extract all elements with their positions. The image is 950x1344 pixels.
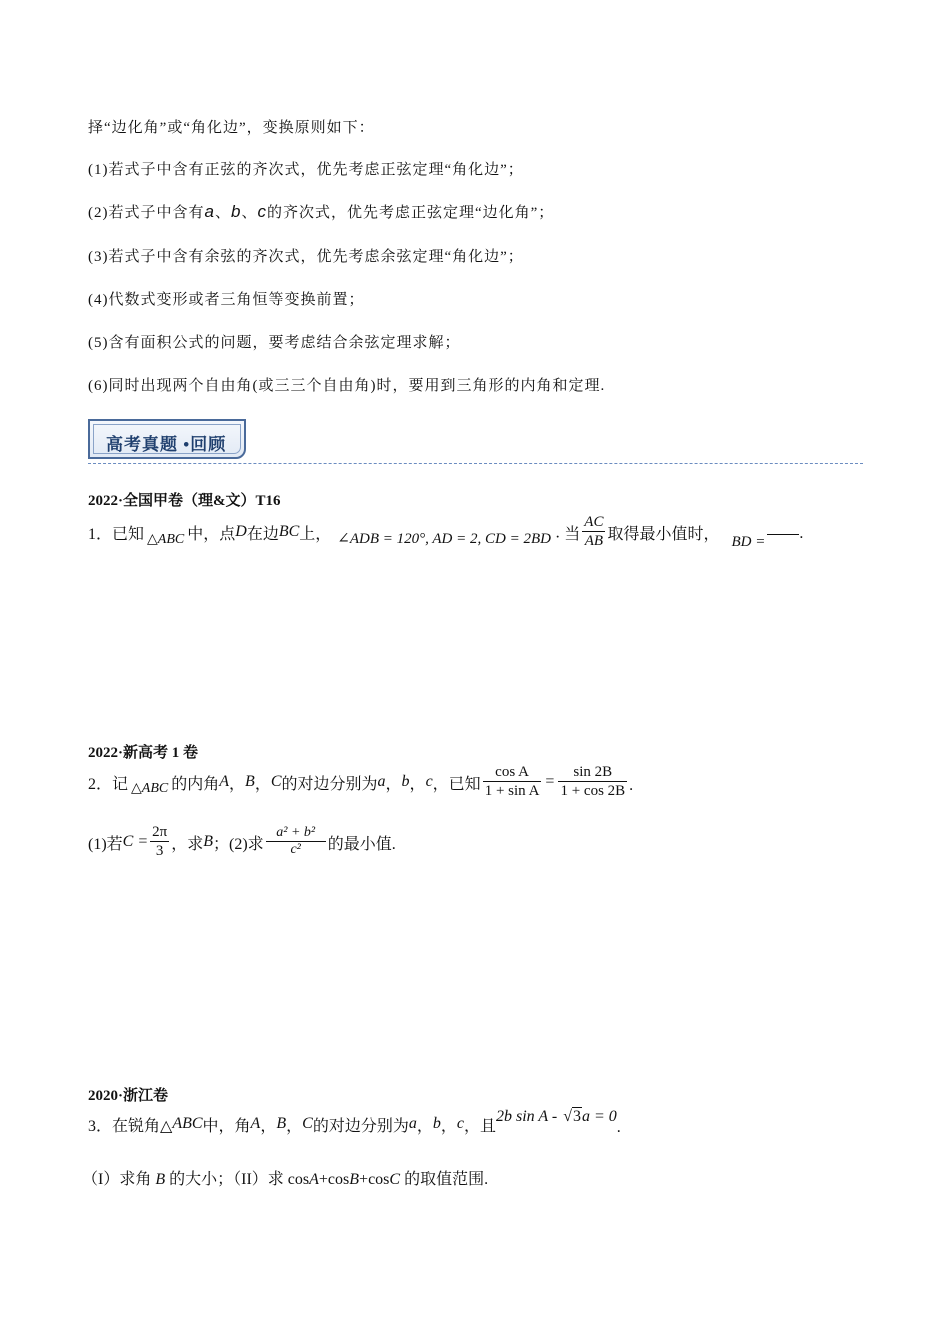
q2-a: a	[377, 773, 386, 790]
q1-dot: ·	[554, 529, 561, 546]
comma: ，	[385, 775, 402, 793]
q3-eq-lhs: 2b sin A -	[495, 1107, 562, 1125]
rule-2-tail: 的齐次式，优先考虑正弦定理“边化角”；	[266, 205, 555, 221]
q3-text	[88, 1104, 621, 1144]
var-b: b	[230, 202, 242, 221]
q2-lhs-den: 1 + sin A	[484, 783, 540, 800]
q2-end: .	[629, 777, 634, 794]
q1-answer-blank	[767, 534, 799, 535]
q3-p1-C: C	[389, 1171, 401, 1188]
q1-frac-den: AB	[584, 533, 604, 550]
comma: ，	[416, 1117, 433, 1135]
q1-mid2: 在边	[246, 525, 279, 543]
comma: ，	[260, 1117, 277, 1135]
q2-c: c	[425, 773, 433, 790]
q3-A: A	[250, 1115, 261, 1132]
q1-text	[88, 510, 803, 554]
comma: ，	[409, 775, 426, 793]
q1-frac-num: AC	[582, 514, 605, 532]
q3-equation	[496, 1107, 617, 1126]
q2-text	[88, 760, 633, 804]
q2-b: b	[401, 773, 410, 790]
q3-p1-tail: 的大小；（II）求 cos	[169, 1171, 310, 1188]
q3-ABC: ABC	[172, 1115, 203, 1132]
banner-label: 高考真题 •回顾	[106, 435, 227, 454]
q3-p1-B: B	[155, 1171, 166, 1188]
q1-prefix: 1．已知	[88, 525, 145, 543]
rule-2	[88, 201, 554, 222]
q1-when: 当	[564, 525, 581, 543]
q2-mid2: 的对边分别为	[281, 775, 378, 793]
q2-p1-B: B	[203, 833, 214, 850]
q1-answer-lhs: BD =	[731, 533, 766, 550]
comma: ，	[229, 775, 246, 793]
q2-p2-num: a² + b²	[266, 825, 326, 842]
rule-5: (5)含有面积公式的问题，要考虑结合余弦定理求解；	[88, 335, 461, 351]
q3-mid: 中，角	[202, 1117, 251, 1135]
q2-mid: 的内角	[171, 775, 220, 793]
q3-eq-rhs: a = 0	[581, 1107, 617, 1125]
q2-parts	[88, 818, 396, 866]
q3-and: ，且	[463, 1117, 496, 1135]
q2-prefix: 2．记	[88, 775, 129, 793]
q3-B: B	[276, 1115, 287, 1132]
q2-B: B	[245, 773, 255, 790]
q3-plus2: +cos	[359, 1171, 390, 1188]
section-banner	[88, 419, 246, 459]
q2-p2-fraction	[266, 825, 326, 859]
q2-p2-tail: 的最小值.	[327, 835, 396, 853]
rule-4: (4)代数式变形或者三角恒等变换前置；	[88, 292, 365, 308]
q3-mid2: 的对边分别为	[312, 1117, 409, 1135]
q3-b: b	[432, 1115, 441, 1132]
q2-lhs-num: cos A	[483, 764, 542, 782]
var-c: c	[257, 202, 267, 221]
rule-3: (3)若式子中含有余弦的齐次式，优先考虑余弦定理“角化边”；	[88, 249, 524, 265]
q1-end: .	[799, 525, 804, 542]
q2-eq: =	[545, 773, 555, 790]
var-a: a	[204, 202, 215, 221]
q1-fraction	[582, 514, 605, 550]
sep: 、	[214, 205, 231, 221]
q1-D: D	[235, 523, 247, 540]
q2-p1-num: 2π	[150, 824, 169, 842]
q1-BC: BC	[278, 523, 300, 540]
intro-line: 择“边化角”或“角化边”，变换原则如下：	[88, 120, 375, 136]
q2-rhs-num: sin 2B	[558, 764, 627, 782]
sep: 、	[241, 205, 258, 221]
rule-2-prefix: (2)若式子中含有	[88, 205, 205, 221]
q1-condition: ∠ADB = 120°, AD = 2, CD = 2BD	[337, 530, 551, 547]
rule-1: (1)若式子中含有正弦的齐次式，优先考虑正弦定理“角化边”；	[88, 162, 524, 178]
q3-p1-B2: B	[349, 1171, 360, 1188]
q3-plus1: +cos	[318, 1171, 350, 1188]
comma: ，	[286, 1117, 303, 1135]
q2-p1-fraction	[150, 824, 169, 860]
sqrt-icon: √	[563, 1107, 572, 1125]
dashed-divider	[88, 463, 863, 464]
q1-mid1: 中，点	[187, 525, 236, 543]
q1-tail: 取得最小值时，	[607, 525, 720, 543]
q3-p1-A: A	[309, 1171, 319, 1188]
q1-mid3: 上，	[299, 525, 332, 543]
q1-triangle: △ABC	[147, 531, 185, 547]
q3-c: c	[456, 1115, 464, 1132]
q2-A: A	[219, 773, 230, 790]
q3-C: C	[302, 1115, 313, 1132]
q3-end: .	[616, 1119, 621, 1136]
comma: ，	[254, 775, 271, 793]
q2-C: C	[270, 773, 282, 790]
q2-p2-den: c²	[290, 842, 301, 858]
q3-prefix: 3．在锐角△	[88, 1117, 173, 1135]
q2-p2-prefix: ；(2)求	[213, 835, 264, 853]
comma: ，	[440, 1117, 457, 1135]
q2-rhs-fraction	[558, 764, 627, 800]
q3-source: 2020·浙江卷	[88, 1088, 169, 1104]
q2-p1-prefix: (1)若	[88, 835, 123, 853]
q2-source: 2022·新高考 1 卷	[88, 745, 199, 761]
q2-rhs-den: 1 + cos 2B	[560, 783, 626, 800]
q3-parts	[82, 1166, 488, 1189]
q2-lhs-fraction	[483, 764, 542, 800]
q2-p1-C: C =	[122, 833, 149, 850]
rule-6: (6)同时出现两个自由角(或三三个自由角)时，要用到三角形的内角和定理.	[88, 378, 606, 394]
q3-a: a	[408, 1115, 417, 1132]
q3-eq-sqrt: 3	[572, 1107, 581, 1125]
q3-p1-end: 的取值范围.	[404, 1171, 489, 1188]
q1-source: 2022·全国甲卷（理&文）T16	[88, 493, 281, 509]
q2-triangle: △ABC	[131, 780, 169, 796]
q2-p1-den: 3	[155, 843, 164, 860]
q2-known: ，已知	[432, 775, 481, 793]
q3-p1: （I）求角	[82, 1171, 152, 1188]
q2-p1-mid: ，求	[171, 835, 204, 853]
